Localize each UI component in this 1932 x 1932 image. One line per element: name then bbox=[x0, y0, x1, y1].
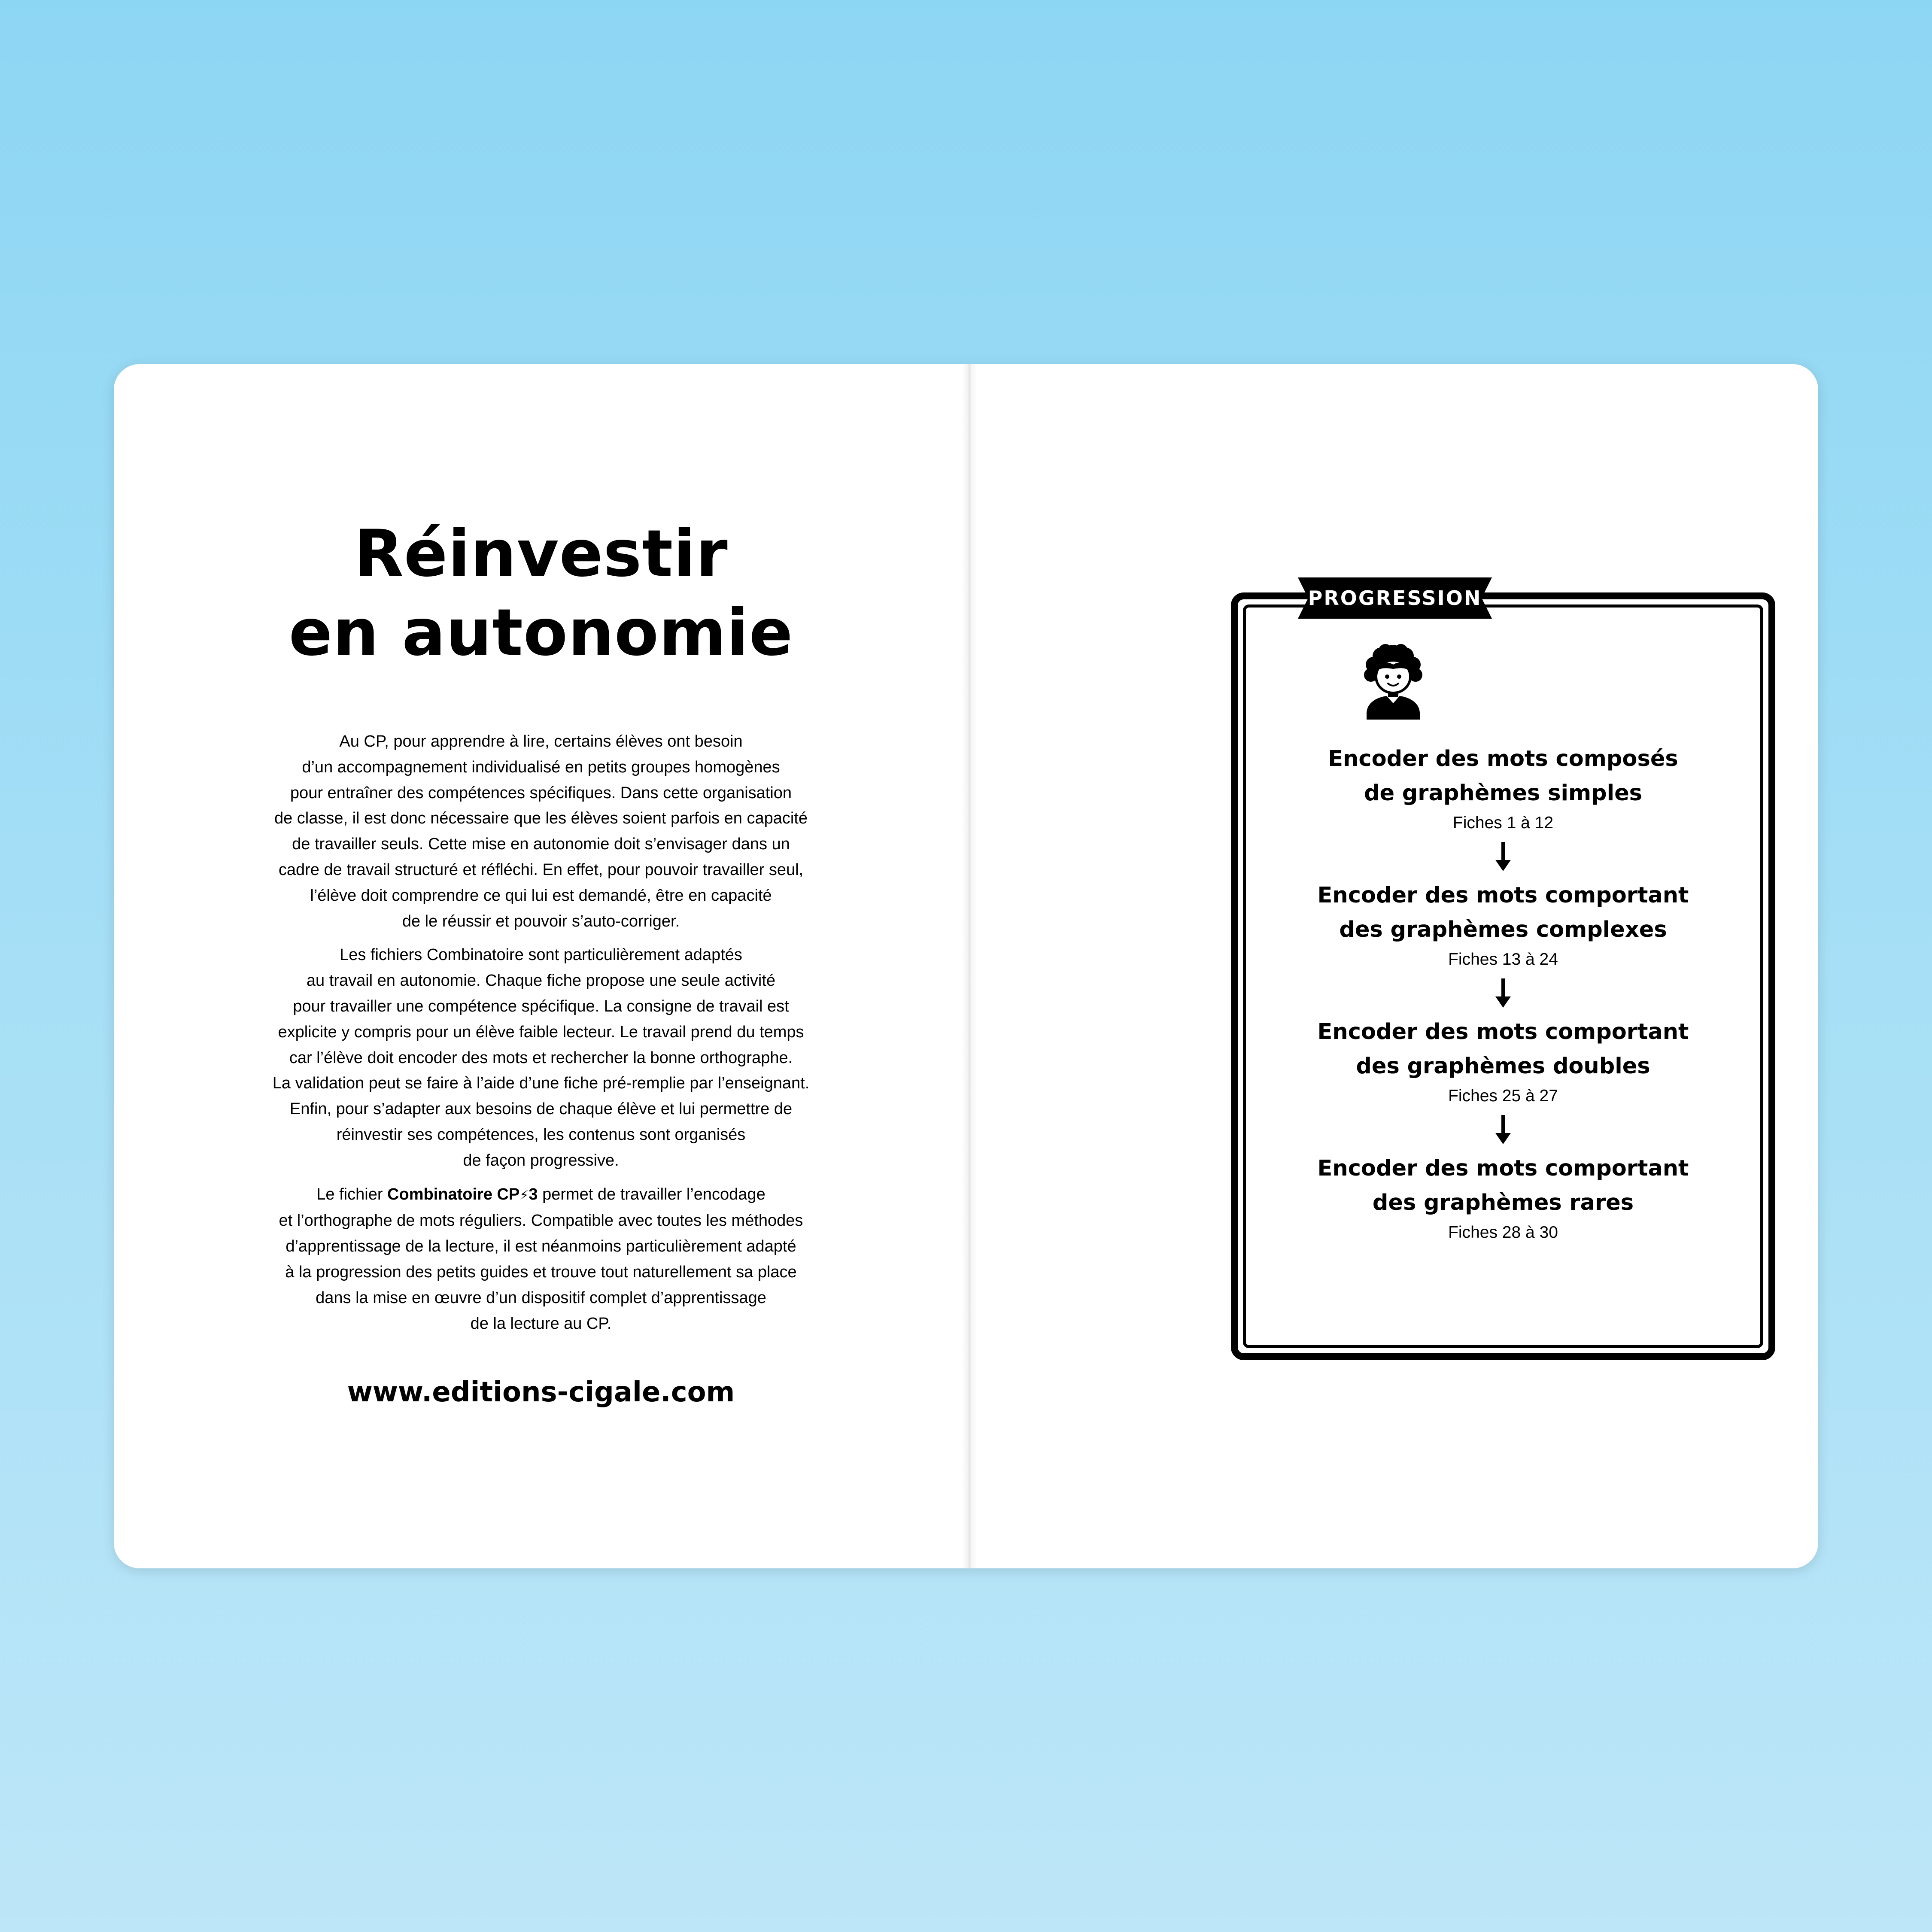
text-line: Enfin, pour s’adapter aux besoins de chaque élève et lui permettre de bbox=[289, 1100, 793, 1118]
text-line: cadre de travail structuré et réfléchi. En effet, pour pouvoir travailler seul, bbox=[278, 860, 804, 879]
step-fiches: Fiches 28 à 30 bbox=[1448, 1223, 1558, 1242]
text-line: de travailler seuls. Cette mise en autonomie doit s’envisager dans un bbox=[292, 835, 790, 854]
step-4 bbox=[1231, 1151, 1775, 1245]
step-title-line: Encoder des mots comportant bbox=[1317, 1156, 1689, 1181]
step-1 bbox=[1231, 742, 1775, 835]
step-title-line: Encoder des mots composés bbox=[1328, 746, 1678, 772]
child-avatar-icon bbox=[1358, 642, 1428, 720]
text-line: pour entraîner des compétences spécifiques. Dans cette organisation bbox=[290, 784, 792, 802]
step-title bbox=[1231, 878, 1775, 947]
step-title-line: des graphèmes doubles bbox=[1356, 1054, 1650, 1079]
tab-label: PROGRESSION bbox=[1308, 586, 1482, 610]
step-title-line: Encoder des mots comportant bbox=[1317, 1019, 1689, 1045]
text-line: réinvestir ses compétences, les contenus sont organisés bbox=[336, 1125, 746, 1144]
text-line bbox=[197, 1182, 884, 1209]
text-line: Au CP, pour apprendre à lire, certains élèves ont besoin bbox=[339, 732, 743, 750]
text-line: pour travailler une compétence spécifique. La consigne de travail est bbox=[293, 997, 789, 1015]
progression-steps bbox=[1231, 742, 1775, 1245]
text-line: d’apprentissage de la lecture, il est néanmoins particulièrement adapté bbox=[286, 1237, 796, 1256]
step-title bbox=[1231, 742, 1775, 811]
text-line: de la lecture au CP. bbox=[470, 1314, 612, 1333]
text-line: dans la mise en œuvre d’un dispositif complet d’apprentissage bbox=[316, 1288, 766, 1307]
text-line: car l’élève doit encoder des mots et rechercher la bonne orthographe. bbox=[289, 1048, 793, 1067]
arrow-down-icon bbox=[1231, 972, 1775, 1015]
right-page bbox=[968, 364, 1818, 1568]
step-title-line: des graphèmes complexes bbox=[1339, 917, 1667, 942]
step-title-line: Encoder des mots comportant bbox=[1317, 883, 1689, 908]
progression-tab bbox=[1298, 577, 1492, 619]
paragraph-1 bbox=[197, 729, 884, 934]
step-2 bbox=[1231, 878, 1775, 972]
book-spread bbox=[114, 364, 1818, 1568]
title-line: en autonomie bbox=[289, 595, 793, 670]
step-title bbox=[1231, 1151, 1775, 1220]
step-3 bbox=[1231, 1015, 1775, 1109]
text-line: à la progression des petits guides et trouve tout naturellement sa place bbox=[285, 1263, 797, 1281]
body-text bbox=[197, 729, 884, 1345]
text-line: Les fichiers Combinatoire sont particulièrement adaptés bbox=[340, 946, 742, 964]
text-fragment: permet de travailler l’encodage bbox=[538, 1185, 766, 1203]
website-link[interactable]: www.editions-cigale.com bbox=[347, 1376, 735, 1408]
step-title-line: de graphèmes simples bbox=[1364, 781, 1643, 806]
product-number: 3 bbox=[529, 1185, 538, 1203]
left-page bbox=[114, 364, 968, 1568]
lightning-icon: ⚡ bbox=[519, 1188, 529, 1203]
paragraph-2 bbox=[197, 942, 884, 1173]
text-line: de classe, il est donc nécessaire que les élèves soient parfois en capacité bbox=[274, 809, 808, 828]
step-title bbox=[1231, 1015, 1775, 1084]
text-line: au travail en autonomie. Chaque fiche propose une seule activité bbox=[306, 972, 776, 990]
step-title-line: des graphèmes rares bbox=[1372, 1190, 1634, 1215]
page-title bbox=[114, 514, 968, 672]
arrow-down-icon bbox=[1231, 1109, 1775, 1151]
product-name-text: Combinatoire CP bbox=[387, 1185, 520, 1203]
product-name bbox=[387, 1185, 538, 1203]
text-line: de le réussir et pouvoir s’auto-corriger. bbox=[402, 912, 680, 930]
text-line: l’élève doit comprendre ce qui lui est demandé, être en capacité bbox=[310, 886, 772, 905]
text-line: d’un accompagnement individualisé en petits groupes homogènes bbox=[302, 758, 780, 776]
text-line: et l’orthographe de mots réguliers. Compatible avec toutes les méthodes bbox=[279, 1212, 803, 1230]
arrow-down-icon bbox=[1231, 835, 1775, 878]
text-line: explicite y compris pour un élève faible lecteur. Le travail prend du temps bbox=[278, 1023, 804, 1041]
step-fiches: Fiches 25 à 27 bbox=[1448, 1087, 1558, 1105]
text-line: La validation peut se faire à l’aide d’une fiche pré-remplie par l’enseignant. bbox=[272, 1074, 810, 1093]
step-fiches: Fiches 1 à 12 bbox=[1452, 814, 1554, 832]
text-line: de façon progressive. bbox=[463, 1151, 619, 1170]
text-fragment: Le fichier bbox=[316, 1185, 388, 1203]
paragraph-3 bbox=[197, 1182, 884, 1337]
title-line: Réinvestir bbox=[354, 516, 728, 591]
step-fiches: Fiches 13 à 24 bbox=[1448, 950, 1558, 969]
